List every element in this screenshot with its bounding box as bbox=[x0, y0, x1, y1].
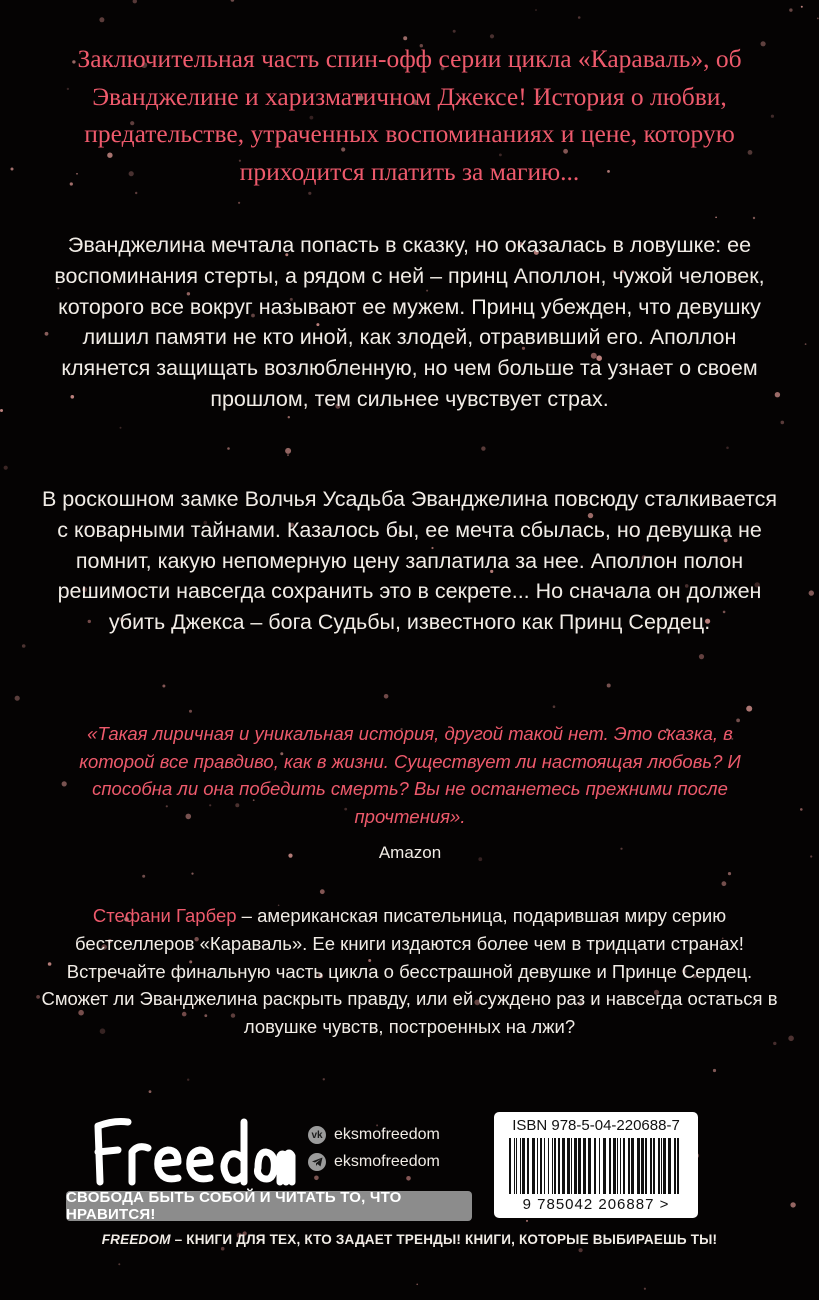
star-dot bbox=[801, 6, 803, 8]
review-source: Amazon bbox=[378, 843, 442, 862]
publisher-slogan: СВОБОДА БЫТЬ СОБОЙ И ЧИТАТЬ ТО, ЧТО НРАВИТСЯ! bbox=[66, 1191, 472, 1221]
barcode-bar bbox=[674, 1138, 676, 1194]
star-dot bbox=[285, 448, 291, 454]
star-dot bbox=[722, 881, 727, 886]
star-dot bbox=[781, 421, 785, 425]
description-paragraph-2: В роскошном замке Волчья Усадьба Эванджелина повсюду сталкивается с коварными тайнами. Казалось бы, ее мечта сбылась, но девушка не помнит, какую непомерную цену заплатила за нее. Аполлон полон решимости навсегда сохранить это в секрете... Но сначала он должен убить Джекса – бога Судьбы, известного как Принц Сердец. bbox=[41, 487, 778, 635]
star-dot bbox=[726, 447, 729, 450]
barcode-digits: 9 785042 206887 > bbox=[522, 1196, 670, 1213]
barcode-bar bbox=[677, 1138, 679, 1194]
barcode-bar bbox=[552, 1138, 553, 1194]
author-bio bbox=[40, 902, 779, 1041]
barcode-bar bbox=[567, 1138, 570, 1194]
star-dot bbox=[238, 202, 240, 204]
barcode-bar bbox=[594, 1138, 596, 1194]
star-dot bbox=[607, 684, 611, 688]
star-dot bbox=[288, 416, 290, 418]
barcode-bar bbox=[641, 1138, 644, 1194]
star-dot bbox=[553, 705, 556, 708]
star-dot bbox=[384, 694, 389, 699]
star-dot bbox=[142, 875, 145, 878]
star-dot bbox=[221, 1247, 225, 1251]
star-dot bbox=[790, 1202, 795, 1207]
author-name: Стефани Гарбер bbox=[92, 905, 237, 926]
star-dot bbox=[120, 427, 122, 429]
review-quote: «Такая лиричная и уникальная история, другой такой нет. Это сказка, в которой все правдиво, как в жизни. Существует ли настоящая любовь? И способна ли она победить смерть? Вы не останетесь прежними после прочтения». bbox=[79, 723, 741, 827]
star-dot bbox=[0, 409, 3, 412]
barcode-bar bbox=[571, 1138, 572, 1194]
star-dot bbox=[746, 706, 752, 712]
barcode-bar bbox=[613, 1138, 616, 1194]
barcode-bar bbox=[609, 1138, 611, 1194]
telegram-icon bbox=[308, 1153, 326, 1171]
star-dot bbox=[191, 873, 193, 875]
barcode-bar bbox=[509, 1138, 511, 1194]
barcode-bar bbox=[603, 1138, 606, 1194]
star-dot bbox=[15, 696, 20, 701]
barcode-bar bbox=[628, 1138, 630, 1194]
star-dot bbox=[644, 1288, 646, 1290]
star-dot bbox=[535, 9, 537, 11]
barcode-bar bbox=[623, 1138, 625, 1194]
star-dot bbox=[287, 454, 289, 456]
star-dot bbox=[481, 446, 485, 450]
star-dot bbox=[789, 8, 792, 11]
star-dot bbox=[715, 217, 717, 219]
footer-tagline bbox=[0, 1232, 819, 1247]
star-dot bbox=[406, 1176, 411, 1181]
barcode-bar bbox=[661, 1138, 662, 1194]
star-dot bbox=[728, 872, 731, 875]
star-dot bbox=[308, 192, 311, 195]
star-dot bbox=[699, 654, 704, 659]
barcode-bar bbox=[617, 1138, 618, 1194]
star-dot bbox=[453, 30, 456, 33]
star-dot bbox=[817, 18, 819, 20]
star-dot bbox=[149, 1090, 152, 1093]
barcode-bar bbox=[668, 1138, 671, 1194]
barcode-bar bbox=[620, 1138, 621, 1194]
star-dot bbox=[227, 447, 230, 450]
star-dot bbox=[4, 466, 8, 470]
star-dot bbox=[11, 168, 14, 171]
barcode-bar bbox=[658, 1138, 660, 1194]
star-dot bbox=[526, 1220, 528, 1222]
author-bio-text: – американская писательница, подарившая миру серию бестселлеров «Караваль». Ее книги издаются более чем в тридцати странах! Встречайте финальную часть цикла о бесстрашной девушке и Принце Сердец. Сможет ли Эванджелина раскрыть правду, или ей суждено раз и навсегда остаться в ловушке чувств, построенных на лжи? bbox=[41, 905, 778, 1038]
description-paragraph-1: Эванджелина мечтала попасть в сказку, но оказалась в ловушке: ее воспоминания стерты, а рядом с ней – принц Аполлон, чужой человек, которого все вокруг называют ее мужем. Принц убежден, что девушку лишил памяти не кто иной, как злодей, отравивший его. Аполлон клянется защищать возлюбленную, но чем больше та узнает о своем прошлом, тем сильнее чувствует страх. bbox=[54, 233, 765, 411]
star-dot bbox=[99, 17, 104, 22]
star-dot bbox=[135, 192, 137, 194]
star-dot bbox=[578, 16, 581, 19]
barcode-bar bbox=[574, 1138, 577, 1194]
barcode-bar bbox=[599, 1138, 600, 1194]
barcode-bar bbox=[520, 1138, 521, 1194]
star-dot bbox=[753, 217, 755, 219]
barcode-bar bbox=[645, 1138, 647, 1194]
barcode-bar bbox=[532, 1138, 535, 1194]
vk-icon: vk bbox=[308, 1126, 326, 1144]
barcode-bar bbox=[514, 1138, 515, 1194]
intro-text: Заключительная часть спин-офф серии цикла «Караваль», об Эванджелине и харизматичном Джексе! История о любви, предательстве, утраченных воспоминаниях и цене, которую приходится платить за магию... bbox=[77, 44, 742, 186]
barcode-bar bbox=[548, 1138, 549, 1194]
star-dot bbox=[713, 1069, 716, 1072]
barcode-bar bbox=[544, 1138, 545, 1194]
star-dot bbox=[809, 590, 814, 595]
vk-handle: eksmofreedom bbox=[334, 1126, 440, 1143]
star-dot bbox=[323, 1078, 325, 1080]
star-dot bbox=[231, 0, 235, 2]
barcode-bar bbox=[583, 1138, 586, 1194]
star-dot bbox=[22, 644, 26, 648]
star-dot bbox=[320, 889, 325, 894]
isbn-number: ISBN 978-5-04-220688-7 bbox=[512, 1117, 680, 1134]
star-dot bbox=[187, 1079, 189, 1081]
star-dot bbox=[800, 808, 803, 811]
star-dot bbox=[118, 1263, 120, 1265]
star-dot bbox=[579, 1248, 583, 1252]
freedom-logo bbox=[86, 1112, 296, 1188]
barcode-bar bbox=[558, 1138, 560, 1194]
barcode-bar bbox=[554, 1138, 556, 1194]
star-dot bbox=[189, 710, 192, 713]
barcode-bar bbox=[527, 1138, 529, 1194]
star-dot bbox=[810, 855, 812, 857]
star-dot bbox=[416, 1284, 418, 1286]
barcode-bar bbox=[522, 1138, 525, 1194]
barcode-bar bbox=[562, 1138, 565, 1194]
footer-text: – КНИГИ ДЛЯ ТЕХ, КТО ЗАДАЕТ ТРЕНДЫ! КНИГИ, КОТОРЫЕ ВЫБИРАЕШЬ ТЫ! bbox=[170, 1232, 718, 1247]
star-dot bbox=[773, 1042, 776, 1045]
telegram-handle: eksmofreedom bbox=[334, 1153, 440, 1170]
star-dot bbox=[490, 34, 494, 38]
barcode-bar bbox=[653, 1138, 655, 1194]
barcode-bar bbox=[540, 1138, 542, 1194]
barcode-bar bbox=[588, 1138, 591, 1194]
barcode-bar bbox=[650, 1138, 652, 1194]
star-dot bbox=[162, 685, 165, 688]
barcode-bar bbox=[631, 1138, 634, 1194]
barcode-bar bbox=[578, 1138, 581, 1194]
barcode-bar bbox=[637, 1138, 640, 1194]
barcode-bars bbox=[509, 1138, 683, 1198]
star-dot bbox=[788, 1036, 794, 1042]
barcode-bar bbox=[663, 1138, 666, 1194]
star-dot bbox=[805, 343, 807, 345]
barcode-panel bbox=[494, 1112, 698, 1218]
star-dot bbox=[133, 0, 137, 3]
telegram-link[interactable] bbox=[308, 1153, 440, 1171]
barcode-bar bbox=[516, 1138, 517, 1194]
vk-link[interactable] bbox=[308, 1126, 440, 1144]
star-dot bbox=[314, 1176, 319, 1181]
barcode-bar bbox=[537, 1138, 538, 1194]
footer-brand: FREEDOM bbox=[101, 1232, 171, 1247]
